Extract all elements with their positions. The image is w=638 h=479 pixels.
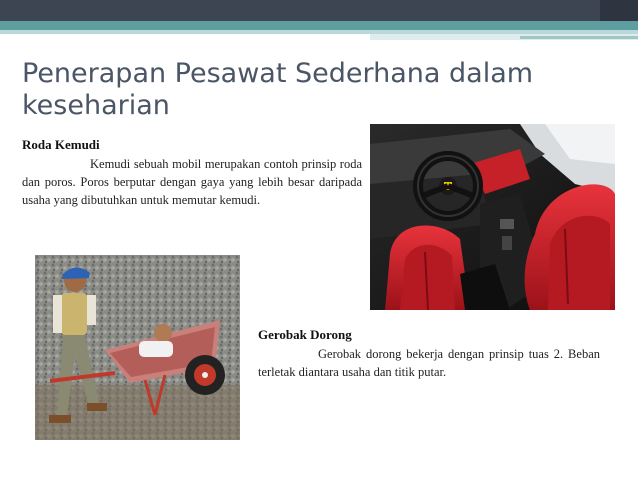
roda-kemudi-section [22, 137, 362, 209]
roda-kemudi-text: Kemudi sebuah mobil merupakan contoh prinsip roda dan poros. Poros berputar dengan gaya yang lebih besar daripada usaha yang dibutuhkan untuk memutar kemudi. [22, 157, 362, 207]
gerobak-dorong-heading: Gerobak Dorong [258, 327, 352, 342]
wheelbarrow-illustration [35, 255, 240, 440]
wheelbarrow-image [35, 255, 240, 440]
header-band-teal [0, 21, 638, 30]
header-decoration [0, 0, 638, 40]
header-band-dark [0, 0, 638, 21]
header-band-segment [520, 36, 638, 39]
gerobak-dorong-text: Gerobak dorong bekerja dengan prinsip tuas 2. Beban terletak diantara usaha dan titik putar. [258, 347, 600, 379]
roda-kemudi-heading: Roda Kemudi [22, 137, 100, 152]
slide-title: Penerapan Pesawat Sederhana dalam keseharian [22, 58, 534, 121]
gerobak-dorong-section [258, 327, 600, 381]
car-interior-image [370, 124, 615, 310]
car-interior-illustration [370, 124, 615, 310]
header-band-cap [600, 0, 638, 21]
